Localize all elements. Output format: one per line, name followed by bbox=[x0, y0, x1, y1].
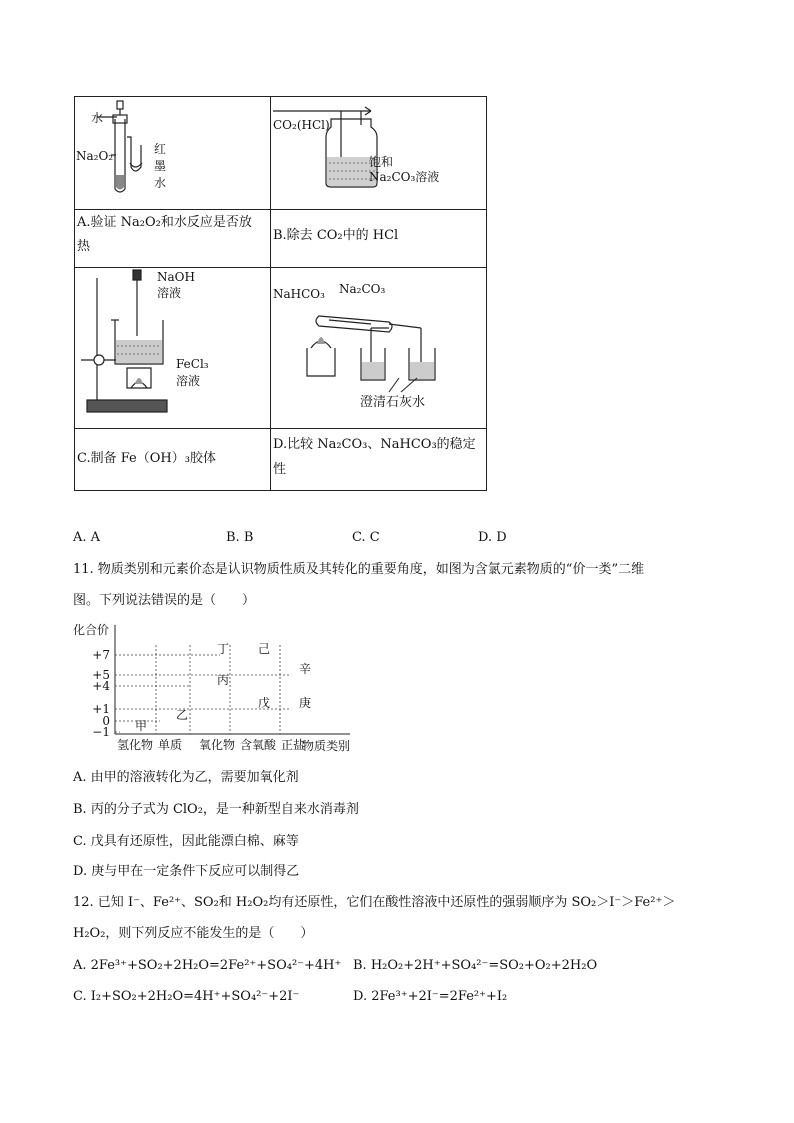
caption-d-line1: D.比较 Na₂CO₃、NaHCO₃的稳定 bbox=[273, 437, 476, 452]
caption-b: B.除去 CO₂中的 HCl bbox=[273, 228, 399, 243]
chart-y-tick: +5 bbox=[92, 668, 110, 682]
q10-option-b[interactable]: B. B bbox=[226, 530, 254, 545]
label-saturated: 饱和 bbox=[369, 155, 394, 169]
chart-x-label: 物质类别 bbox=[302, 739, 351, 753]
q11-option-b[interactable]: B. 丙的分子式为 ClO₂，是一种新型自来水消毒剂 bbox=[73, 802, 359, 817]
q10-option-d[interactable]: D. D bbox=[478, 530, 507, 545]
chart-point-label: 丙 bbox=[217, 673, 230, 687]
q12-stem-line2: H₂O₂，则下列反应不能发生的是（ ） bbox=[73, 926, 314, 941]
label-na2co3-solution: Na₂CO₃溶液 bbox=[369, 170, 440, 184]
label-na2o2: Na₂O₂ bbox=[76, 149, 114, 163]
q10-option-a[interactable]: A. A bbox=[73, 530, 101, 545]
q12-option-c[interactable]: C. I₂+SO₂+2H₂O=4H⁺+SO₄²⁻+2I⁻ bbox=[73, 989, 300, 1004]
chart-x-tick: 单质 bbox=[158, 738, 183, 752]
chart-point-label: 戊 bbox=[258, 696, 271, 710]
label-red-3: 水 bbox=[154, 176, 167, 190]
q10-option-c[interactable]: C. C bbox=[352, 530, 380, 545]
chart-x-tick: 氢化物 bbox=[117, 738, 154, 752]
q12-option-d[interactable]: D. 2Fe³⁺+2I⁻=2Fe²⁺+I₂ bbox=[353, 989, 508, 1004]
q11-stem-line1: 11. 物质类别和元素价态是认识物质性质及其转化的重要角度，如图为含氯元素物质的“价一类”二维 bbox=[73, 562, 645, 577]
label-fecl3-solution: 溶液 bbox=[176, 374, 201, 388]
chart-point-label: 丁 bbox=[217, 642, 230, 656]
chart-y-tick: −1 bbox=[92, 725, 110, 739]
label-red-1: 红 bbox=[154, 142, 167, 156]
chart-y-tick: +7 bbox=[92, 648, 110, 662]
chart-y-label: 化合价 bbox=[73, 623, 110, 637]
apparatus-b-drawing bbox=[271, 97, 486, 209]
label-co2-hcl: CO₂(HCl) bbox=[273, 118, 330, 132]
label-red-2: 墨 bbox=[154, 159, 167, 173]
caption-c: C.制备 Fe（OH）₃胶体 bbox=[77, 451, 216, 466]
q11-option-c[interactable]: C. 戊具有还原性，因此能漂白棉、麻等 bbox=[73, 834, 299, 849]
label-na2co3: Na₂CO₃ bbox=[339, 282, 386, 296]
label-nahco3: NaHCO₃ bbox=[273, 287, 325, 301]
q12-option-a[interactable]: A. 2Fe³⁺+SO₂+2H₂O=2Fe²⁺+SO₄²⁻+4H⁺ bbox=[73, 958, 342, 973]
label-fecl3: FeCl₃ bbox=[176, 357, 209, 371]
label-limewater: 澄清石灰水 bbox=[360, 395, 426, 410]
q11-option-d[interactable]: D. 庚与甲在一定条件下反应可以制得乙 bbox=[73, 864, 300, 879]
caption-a-line2: 热 bbox=[77, 239, 91, 254]
q12-option-b[interactable]: B. H₂O₂+2H⁺+SO₄²⁻=SO₂+O₂+2H₂O bbox=[353, 958, 598, 973]
chart-point-label: 己 bbox=[258, 642, 271, 656]
chart-x-tick: 含氧酸 bbox=[240, 738, 277, 752]
chart-point-label: 辛 bbox=[299, 662, 312, 676]
caption-d-line2: 性 bbox=[273, 462, 287, 477]
chart-x-tick: 氧化物 bbox=[199, 738, 236, 752]
q11-option-a[interactable]: A. 由甲的溶液转化为乙，需要加氧化剂 bbox=[73, 770, 299, 785]
chart-point-label: 庚 bbox=[299, 696, 312, 710]
caption-a-line1: A.验证 Na₂O₂和水反应是否放 bbox=[77, 215, 252, 230]
q11-stem-line2: 图。下列说法错误的是（ ） bbox=[73, 593, 256, 608]
q12-stem-line1: 12. 已知 I⁻、Fe²⁺、SO₂和 H₂O₂均有还原性，它们在酸性溶液中还原性的强弱顺序为 SO₂＞I⁻＞Fe²⁺＞ bbox=[73, 895, 676, 910]
label-water: 水 bbox=[91, 111, 104, 125]
chart-y-tick: +4 bbox=[92, 679, 110, 693]
chart-point-label: 乙 bbox=[176, 708, 189, 722]
label-naoh-solution: 溶液 bbox=[157, 286, 182, 300]
chart-y-tick: +1 bbox=[92, 702, 110, 716]
label-naoh: NaOH bbox=[157, 270, 195, 284]
chart-x-tick: 正盐 bbox=[281, 738, 306, 752]
chart-y-tick: 0 bbox=[102, 714, 110, 728]
chart-point-label: 甲 bbox=[135, 719, 148, 733]
